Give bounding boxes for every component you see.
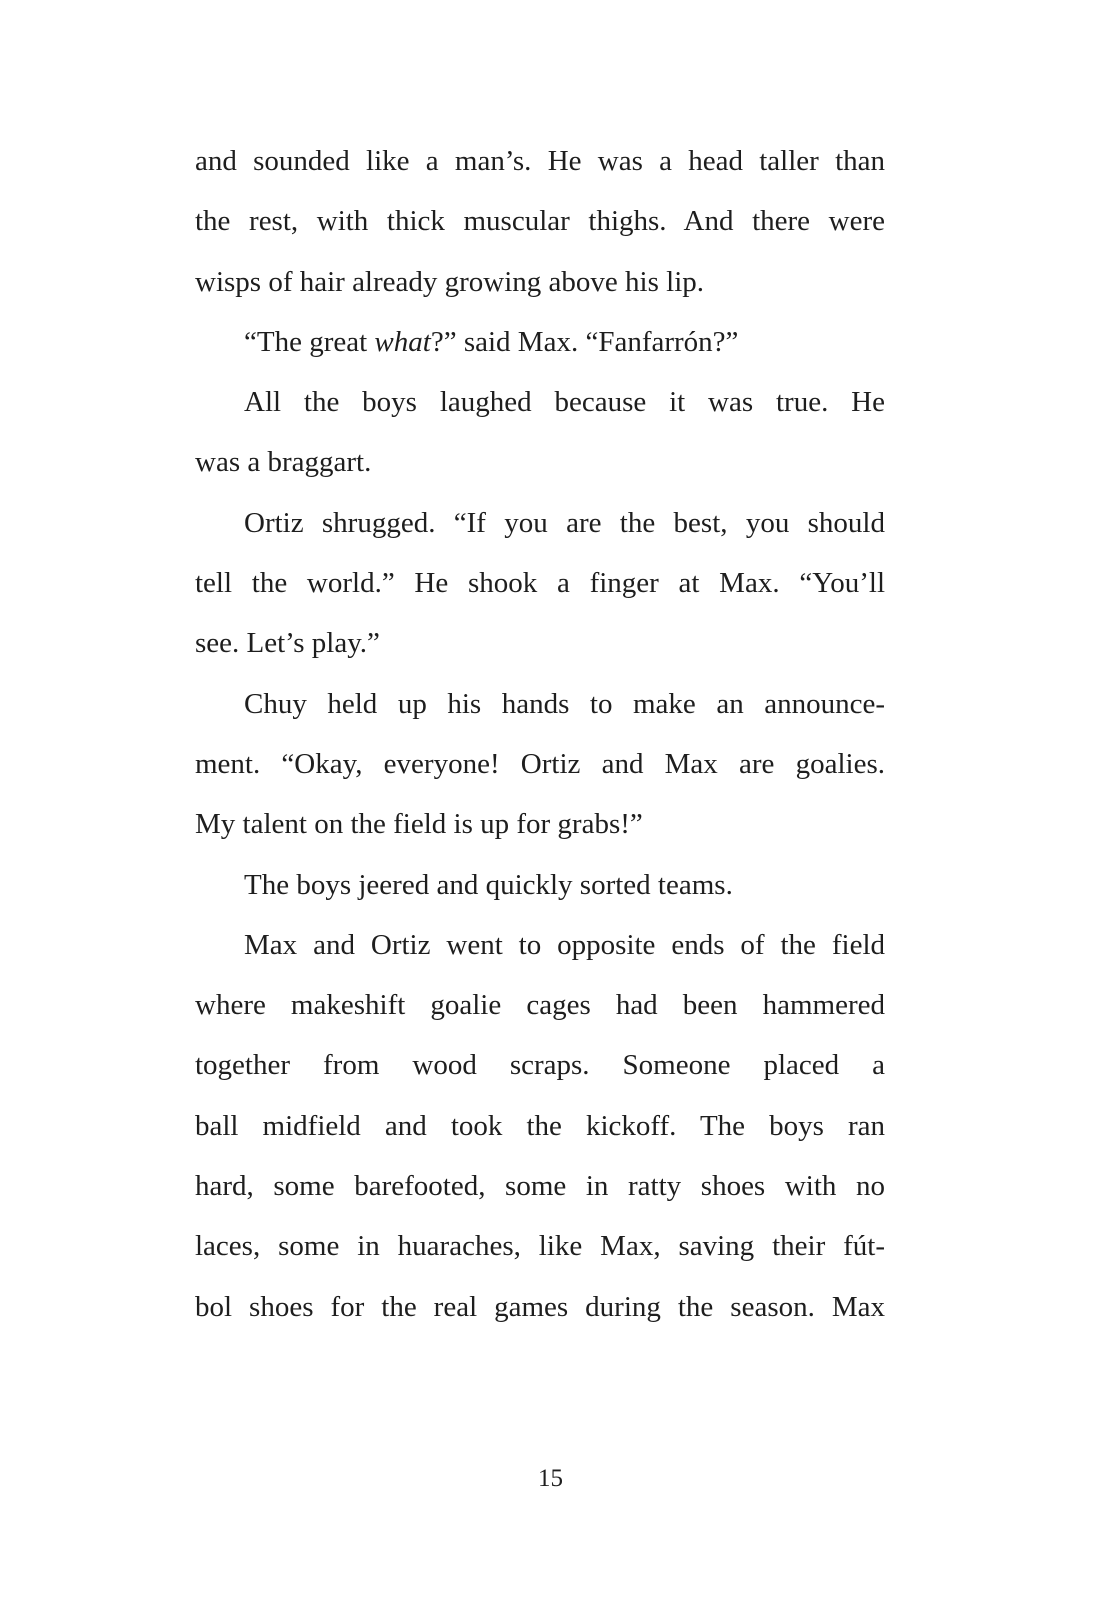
text-line: My talent on the field is up for grabs!”: [195, 808, 643, 841]
text-line: and sounded like a man’s. He was a head taller than: [195, 145, 885, 177]
text-fragment: ?” said Max. “Fanfarrón?”: [430, 325, 739, 358]
text-line: see. Let’s play.”: [195, 627, 380, 660]
text-line: The boys jeered and quickly sorted teams.: [244, 868, 733, 901]
italic-word: what: [374, 325, 431, 358]
text-line: was a braggart.: [195, 446, 372, 479]
text-fragment: “The great: [244, 325, 375, 358]
text-line: the rest, with thick muscular thighs. And there were: [195, 205, 885, 238]
page-number: 15: [538, 1465, 563, 1492]
text-line: tell the world.” He shook a finger at Max. “You’ll: [195, 567, 885, 600]
text-line: [195, 312, 885, 372]
text-line: Ortiz shrugged. “If you are the best, you should: [244, 506, 885, 539]
body-text: [195, 131, 885, 1337]
text-line: together from wood scraps. Someone placed a: [195, 1049, 885, 1082]
text-line: Max and Ortiz went to opposite ends of the field: [244, 928, 885, 961]
text-line: ball midfield and took the kickoff. The boys ran: [195, 1109, 885, 1142]
text-line: hard, some barefooted, some in ratty shoes with no: [195, 1170, 885, 1203]
text-line: laces, some in huaraches, like Max, saving their fút-: [195, 1230, 885, 1263]
text-line: Chuy held up his hands to make an announce-: [244, 687, 885, 720]
text-line: All the boys laughed because it was true. He: [244, 386, 885, 419]
text-line: where makeshift goalie cages had been hammered: [195, 989, 885, 1022]
text-line: ment. “Okay, everyone! Ortiz and Max are goalies.: [195, 747, 885, 780]
text-line: wisps of hair already growing above his lip.: [195, 265, 705, 298]
text-line: bol shoes for the real games during the season. Max: [195, 1290, 885, 1323]
